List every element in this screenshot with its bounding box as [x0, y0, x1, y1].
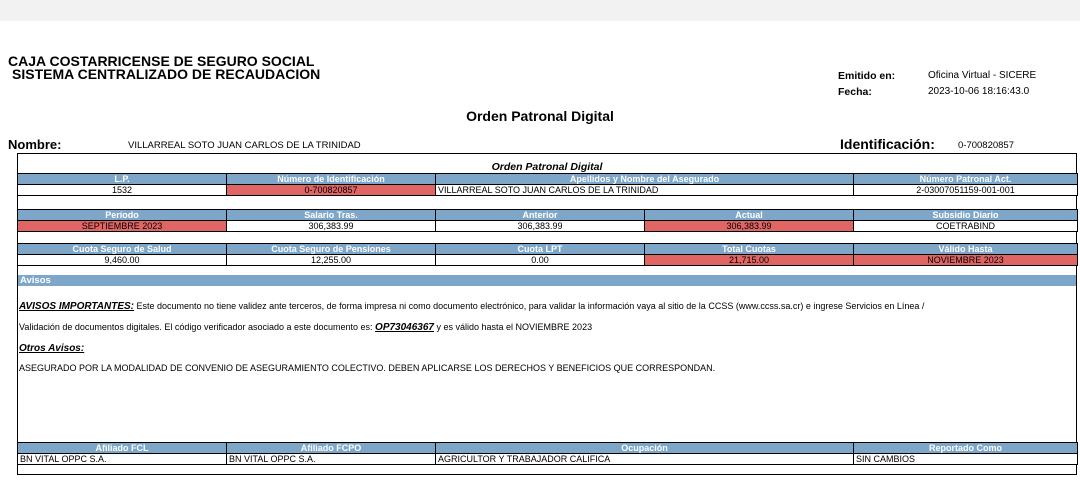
table-cell: AGRICULTOR Y TRABAJADOR CALIFICA	[436, 454, 854, 465]
top-bar	[0, 0, 1080, 21]
avisos-important-line	[19, 301, 924, 312]
avisos-header: Avisos	[18, 275, 1076, 286]
identificacion-label: Identificación:	[840, 136, 935, 152]
order-table-row-group-3	[17, 243, 1078, 266]
header-cell: Salario Tras.	[227, 210, 436, 221]
fecha-value: 2023-10-06 18:16:43.0	[928, 86, 1030, 97]
verification-text: Validación de documentos digitales. El código verificador asociado a este documento es:	[19, 322, 376, 332]
table-cell: BN VITAL OPPC S.A.	[227, 454, 436, 465]
header-cell: Afiliado FCL	[18, 443, 227, 454]
otros-avisos-label: Otros Avisos:	[19, 343, 85, 354]
emitido-label: Emitido en:	[838, 70, 896, 82]
table-cell: VILLARREAL SOTO JUAN CARLOS DE LA TRINIDAD	[436, 185, 854, 196]
verification-tail: y es válido hasta el NOVIEMBRE 2023	[434, 322, 593, 332]
table-row	[18, 454, 1078, 465]
org-line-2: SISTEMA CENTRALIZADO DE RECAUDACION	[12, 66, 321, 82]
order-table-row-group-1	[17, 173, 1078, 196]
table-cell: 12,255.00	[227, 255, 436, 266]
table-cell: SEPTIEMBRE 2023	[18, 221, 227, 232]
header-cell: Número de Identificación	[227, 174, 436, 185]
header-cell: Subsidio Diario	[854, 210, 1078, 221]
header-cell: Reportado Como	[854, 443, 1078, 454]
header-cell: Ocupación	[436, 443, 854, 454]
nombre-label: Nombre:	[8, 137, 62, 152]
fecha-label: Fecha:	[838, 86, 872, 98]
table-cell: 1532	[18, 185, 227, 196]
table-header-row	[18, 443, 1078, 454]
organization-name	[8, 55, 320, 81]
header-cell: Cuota Seguro de Salud	[18, 244, 227, 255]
header-cell: Cuota LPT	[436, 244, 645, 255]
header-cell: Anterior	[436, 210, 645, 221]
document-title: Orden Patronal Digital	[466, 108, 614, 124]
header-cell: Cuota Seguro de Pensiones	[227, 244, 436, 255]
table-cell: 0-700820857	[227, 185, 436, 196]
table-header-row	[18, 210, 1078, 221]
table-cell: 306,383.99	[645, 221, 854, 232]
table-cell: BN VITAL OPPC S.A.	[18, 454, 227, 465]
header-cell: Total Cuotas	[645, 244, 854, 255]
otros-avisos-heading	[19, 343, 84, 354]
table-cell: 9,460.00	[18, 255, 227, 266]
table-cell: 306,383.99	[436, 221, 645, 232]
table-row	[18, 185, 1078, 196]
order-table-row-group-4	[17, 442, 1078, 465]
identificacion-value: 0-700820857	[958, 140, 1014, 151]
order-table-title: Orden Patronal Digital	[491, 161, 603, 173]
nombre-value: VILLARREAL SOTO JUAN CARLOS DE LA TRINIDAD	[128, 140, 361, 151]
otros-avisos-text: ASEGURADO POR LA MODALIDAD DE CONVENIO DE ASEGURAMIENTO COLECTIVO. DEBEN APLICARSE LOS DERECHOS Y BENEFICIOS QUE CORRESPONDAN.	[19, 363, 716, 373]
table-header-row	[18, 174, 1078, 185]
header-cell: Número Patronal Act.	[854, 174, 1078, 185]
table-row	[18, 221, 1078, 232]
order-frame	[17, 153, 1077, 475]
header-cell: Afiliado FCPO	[227, 443, 436, 454]
avisos-important-label: AVISOS IMPORTANTES:	[19, 301, 135, 312]
verification-code: OP73046367	[375, 322, 434, 333]
avisos-verification-line	[19, 322, 592, 333]
table-cell: NOVIEMBRE 2023	[854, 255, 1078, 266]
table-cell: COETRABIND	[854, 221, 1078, 232]
emitido-value: Oficina Virtual - SICERE	[928, 70, 1037, 81]
emission-info	[838, 68, 1036, 100]
table-row	[18, 255, 1078, 266]
header-cell: L.P.	[18, 174, 227, 185]
table-cell: 21,715.00	[645, 255, 854, 266]
table-header-row	[18, 244, 1078, 255]
table-cell: 0.00	[436, 255, 645, 266]
avisos-important-text: Este documento no tiene validez ante terceros, de forma impresa ni como documento electrónico, para validar la información vaya al sitio de la CCSS (www.ccss.sa.cr) e ingrese Servicios en Línea /	[134, 301, 925, 311]
order-table-row-group-2	[17, 209, 1078, 232]
table-cell: SIN CAMBIOS	[854, 454, 1078, 465]
header-cell: Actual	[645, 210, 854, 221]
header-cell: Válido Hasta	[854, 244, 1078, 255]
header-cell: Apellidos y Nombre del Asegurado	[436, 174, 854, 185]
header-cell: Período	[18, 210, 227, 221]
org-line-1: CAJA COSTARRICENSE DE SEGURO SOCIAL	[8, 53, 315, 69]
table-cell: 306,383.99	[227, 221, 436, 232]
table-cell: 2-03007051159-001-001	[854, 185, 1078, 196]
